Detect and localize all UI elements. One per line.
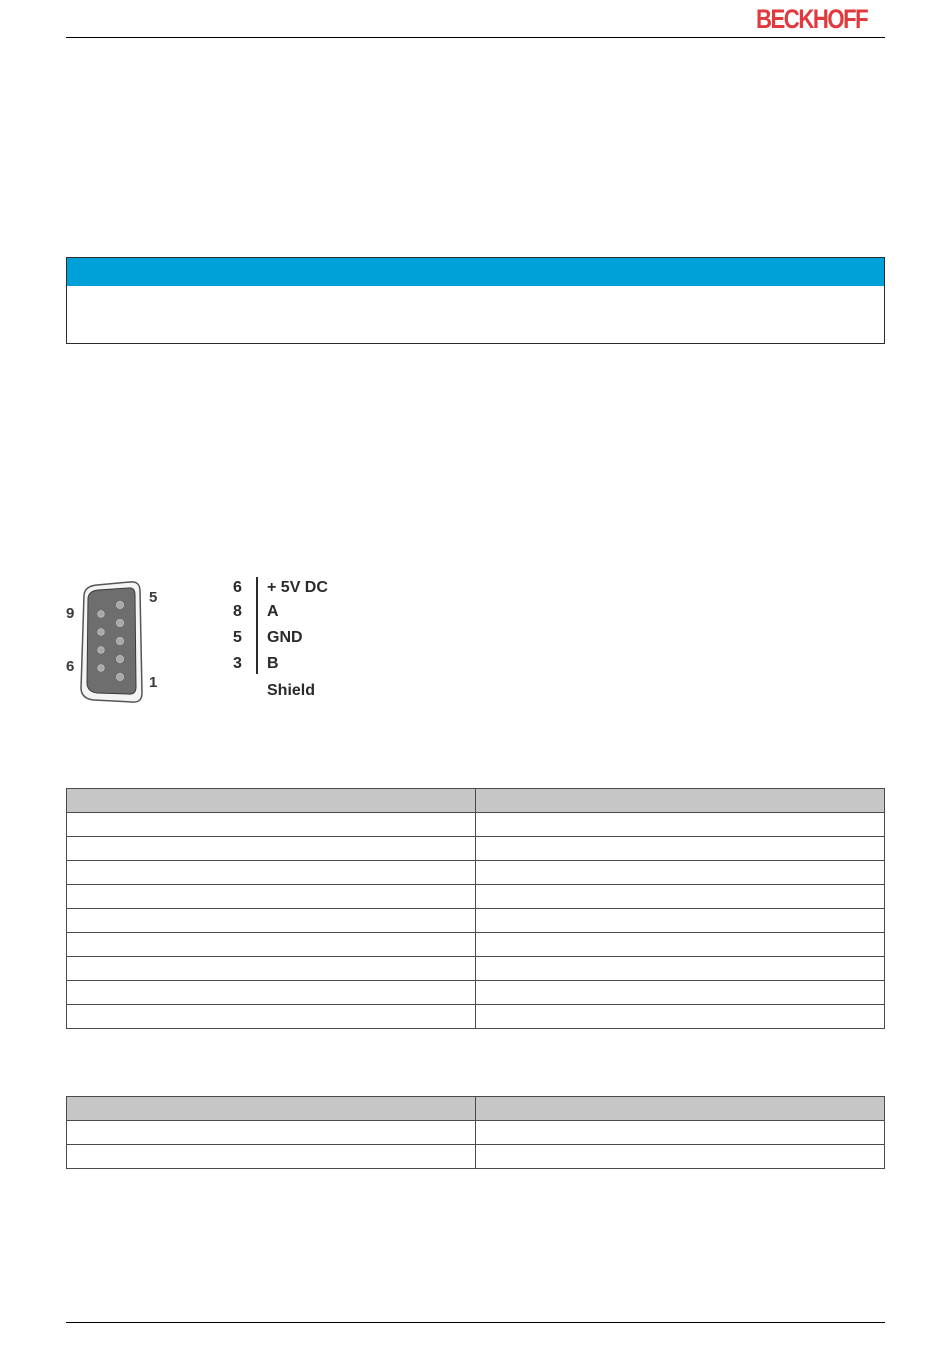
table-row [67,837,885,861]
table-cell [476,813,885,837]
table-cell [476,1121,885,1145]
pin-signal: A [267,603,279,620]
table-row [67,1005,885,1029]
table-cell [67,1145,476,1169]
pin-number: 5 [233,629,242,646]
table-row [67,1145,885,1169]
table-header-row [67,789,885,813]
table-row [67,813,885,837]
table-cell [67,885,476,909]
pin-signal: Shield [267,682,316,699]
dsub-connector-diagram [60,575,180,710]
pin-label-6: 6 [66,658,75,675]
table-cell [67,933,476,957]
table-header-row [67,1097,885,1121]
table-header-cell [476,789,885,813]
table-header-cell [67,789,476,813]
pin-signal: + 5V DC [267,579,328,596]
table-cell [67,981,476,1005]
table-cell [67,861,476,885]
table-cell [476,885,885,909]
table-cell [67,957,476,981]
pin-number: 8 [233,603,242,620]
table-cell [67,909,476,933]
data-table-2 [66,1096,885,1169]
table-cell [476,1005,885,1029]
pin-number: 3 [233,655,242,672]
notice-header-bar [67,258,884,286]
table-header-cell [476,1097,885,1121]
table-row [67,957,885,981]
table-row [67,909,885,933]
notice-box [66,257,885,344]
table-cell [476,1145,885,1169]
brand-logo: BECKHOFF [756,4,868,34]
table-cell [67,813,476,837]
table-cell [67,1005,476,1029]
table-row [67,933,885,957]
pin-signal: B [267,655,279,672]
table-cell [476,981,885,1005]
table-row [67,1121,885,1145]
table-header-cell [67,1097,476,1121]
pin-signal: GND [267,629,303,646]
table-row [67,861,885,885]
pin-label-9: 9 [66,605,75,622]
table-cell [476,957,885,981]
table-cell [476,909,885,933]
table-cell [67,1121,476,1145]
footer-rule [66,1322,885,1323]
pin-assignment [225,577,425,707]
pin-label-5: 5 [149,589,158,606]
table-row [67,981,885,1005]
table-cell [476,933,885,957]
table-cell [476,837,885,861]
header-rule [66,37,885,38]
pin-divider-line [256,577,258,674]
table-cell [67,837,476,861]
data-table-1 [66,788,885,1029]
table-row [67,885,885,909]
pin-label-1: 1 [149,674,158,691]
dsub-connector-icon [60,575,180,710]
table-cell [476,861,885,885]
pin-number: 6 [233,579,242,596]
